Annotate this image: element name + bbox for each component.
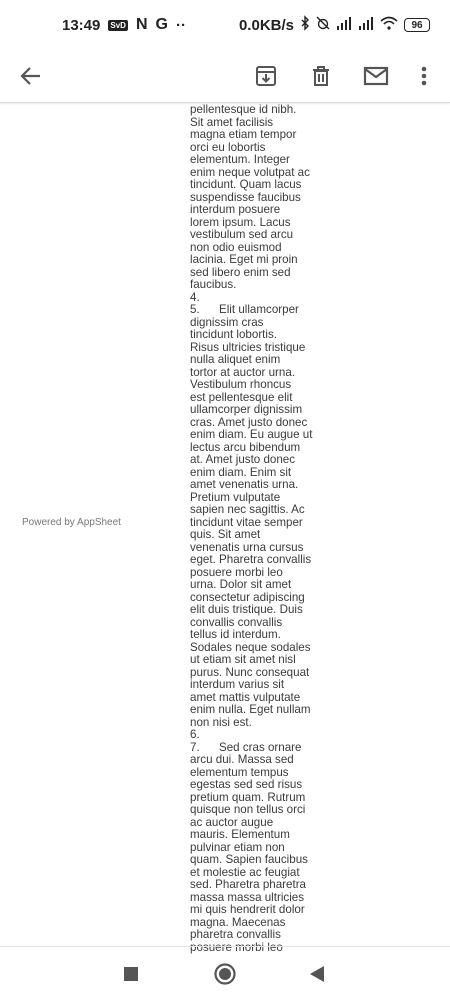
delete-button[interactable] — [299, 54, 343, 98]
document-line: Risus ultricies tristique — [190, 340, 306, 354]
back-nav-button[interactable] — [302, 959, 332, 989]
document-line: sapien nec sagittis. Ac — [190, 503, 305, 516]
document-line: ac auctor augue — [190, 815, 274, 829]
document-line: amet mattis vulputate — [190, 690, 301, 704]
powered-by-label: Powered by AppSheet — [22, 517, 121, 528]
svd-notification-icon: SvD — [110, 20, 126, 30]
home-button[interactable] — [210, 959, 240, 989]
document-line: enim diam. Eu augue ut — [190, 428, 313, 441]
clock: 13:49 — [62, 16, 101, 34]
document-line: mauris. Elementum — [190, 828, 290, 841]
document-line: urna. Dolor sit amet — [190, 578, 292, 591]
document-line: elementum tempus — [190, 765, 289, 779]
document-line: pretium quam. Rutrum — [190, 790, 306, 804]
document-line: interdum varius sit — [190, 678, 285, 691]
document-line: non odio euismod — [190, 240, 282, 254]
trash-icon — [311, 65, 331, 87]
document-line: posuere morbi leo — [190, 565, 283, 579]
document-line: lectus arcu bibendum — [190, 440, 301, 454]
document-line: quam. Sapien faucibus — [190, 853, 308, 866]
navigation-bar — [0, 946, 450, 1000]
document-line: enim neque volutpat ac — [190, 165, 310, 179]
document-line: faucibus. — [190, 278, 237, 291]
g-notification-icon: G — [155, 16, 168, 33]
wifi-icon — [380, 16, 398, 34]
document-line: tellus id interdum. — [190, 628, 281, 641]
more-options-button[interactable] — [402, 54, 446, 98]
document-line: tincidunt vitae semper — [190, 515, 303, 529]
n-notification-icon: N — [135, 16, 148, 33]
home-circle-icon — [214, 963, 236, 985]
document-line: 6. — [190, 728, 200, 741]
recents-button[interactable] — [116, 959, 146, 989]
document-line: Sodales neque sodales — [190, 640, 311, 654]
document-line: ullamcorper dignissim — [190, 403, 303, 416]
document-line: pellentesque id nibh. — [190, 103, 297, 116]
document-line: massa massa ultricies — [190, 890, 305, 904]
document-line: mi quis hendrerit dolor — [190, 903, 305, 916]
document-line: amet venenatis urna. — [190, 478, 299, 491]
document-line: venenatis urna cursus — [190, 540, 304, 554]
document-line: 5. Elit ullamcorper — [190, 303, 299, 316]
signal-icon — [358, 17, 374, 34]
document-line: convallis convallis — [190, 615, 283, 629]
back-arrow-icon — [20, 65, 42, 87]
document-line: elit duis tristique. Duis — [190, 603, 303, 616]
document-line: 7. Sed cras ornare — [190, 740, 302, 754]
document-line: dignissim cras — [190, 315, 264, 329]
document-line: pulvinar etiam non — [190, 840, 285, 854]
document-content — [190, 103, 318, 954]
download-icon — [255, 65, 277, 87]
document-line: Pretium vulputate — [190, 490, 281, 504]
document-line: orci eu lobortis — [190, 140, 266, 154]
document-line: magna etiam tempor — [190, 128, 297, 141]
bluetooth-icon — [300, 16, 310, 34]
battery-icon: 96 — [404, 18, 430, 32]
toolbar — [0, 50, 450, 103]
document-line: nulla aliquet enim — [190, 353, 281, 366]
document-line: sed. Pharetra pharetra — [190, 878, 307, 891]
document-line: non nisi est. — [190, 715, 252, 729]
status-bar — [0, 0, 450, 50]
status-left — [62, 16, 186, 34]
document-line: pharetra convallis — [190, 928, 281, 941]
recents-square-icon — [124, 967, 138, 981]
document-line: arcu dui. Massa sed — [190, 753, 294, 766]
mail-icon — [363, 66, 389, 86]
document-line: tincidunt lobortis. — [190, 328, 277, 341]
document-line: quis. Sit amet — [190, 528, 261, 541]
back-triangle-icon — [310, 966, 324, 982]
document-line: sed libero enim sed — [190, 265, 291, 279]
document-line: lacinia. Eget mi proin — [190, 253, 298, 266]
document-line: interdum posuere — [190, 203, 281, 216]
status-right — [239, 16, 430, 34]
network-speed: 0.0KB/s — [238, 16, 294, 34]
document-line: et molestie ac feugiat — [190, 865, 300, 879]
document-line: posuere morbi leo — [190, 940, 283, 954]
document-line: magna. Maecenas — [190, 915, 286, 929]
document-line: suspendisse faucibus — [190, 190, 301, 204]
mail-button[interactable] — [354, 54, 398, 98]
document-line: lorem ipsum. Lacus — [190, 215, 291, 229]
document-line: enim nulla. Eget nullam — [190, 703, 311, 716]
document-line: Sit amet facilisis — [190, 115, 274, 129]
document-line: consectetur adipiscing — [190, 590, 305, 604]
document-line: purus. Nunc consequat — [190, 665, 310, 679]
document-line: quisque non tellus orci — [190, 803, 306, 816]
document-line: enim diam. Enim sit — [190, 465, 292, 479]
document-line: tortor at auctor urna. — [190, 365, 296, 379]
more-notifications-icon: ·· — [175, 16, 186, 34]
document-line: eget. Pharetra convallis — [190, 553, 312, 566]
alarm-off-icon — [316, 16, 330, 34]
document-line: 4. — [190, 290, 200, 304]
document-line: Vestibulum rhoncus — [190, 378, 292, 391]
more-vert-icon — [421, 66, 427, 86]
back-button[interactable] — [9, 54, 53, 98]
document-line: vestibulum sed arcu — [190, 228, 294, 241]
document-line: tincidunt. Quam lacus — [190, 178, 302, 191]
document-line: elementum. Integer — [190, 153, 290, 166]
document-line: at. Amet justo donec — [190, 453, 296, 466]
document-line: egestas sed sed risus — [190, 778, 303, 791]
document-line: cras. Amet justo donec — [190, 415, 308, 429]
download-button[interactable] — [244, 54, 288, 98]
document-line: ut etiam sit amet nisl — [190, 653, 296, 666]
signal-r-icon — [336, 17, 352, 34]
document-line: est pellentesque elit — [190, 390, 293, 404]
